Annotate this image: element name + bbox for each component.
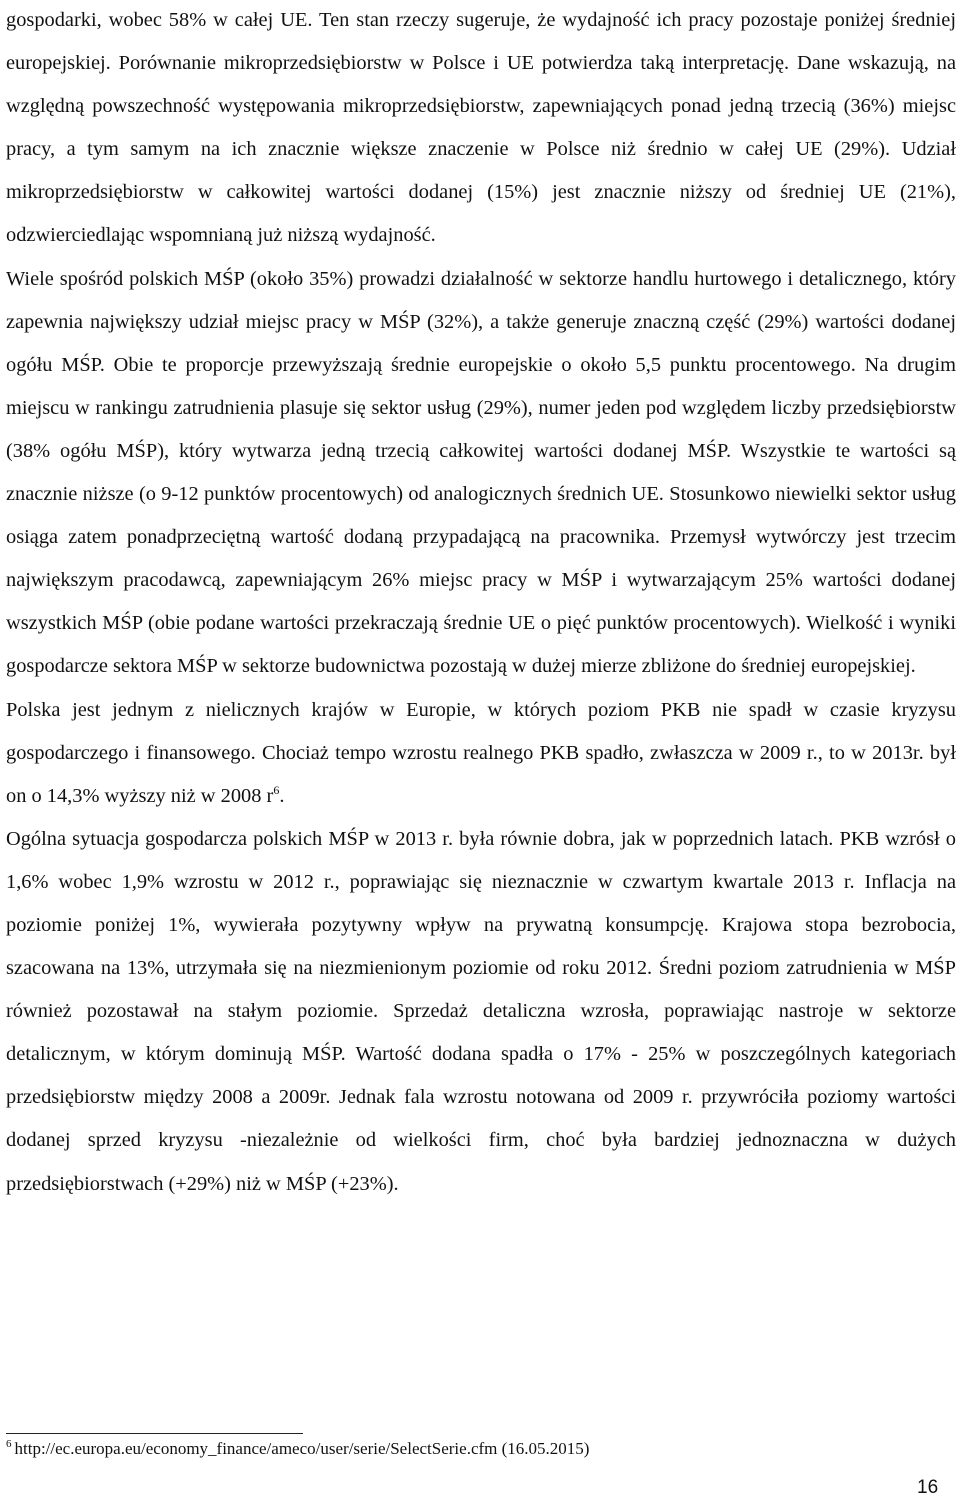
footnote bbox=[6, 1438, 589, 1460]
paragraph-pkb bbox=[6, 689, 956, 818]
footnote-separator bbox=[6, 1433, 303, 1434]
paragraph-sytuacja-gospodarcza: Ogólna sytuacja gospodarcza polskich MŚP w 2013 r. była równie dobra, jak w poprzednich latach. PKB wzrósł o 1,6% wobec 1,9% wzrostu w 2012 r., poprawiając się nieznacznie w czwartym kwartale 2013 r. Inflacja na poziomie poniżej 1%, wywierała pozytywny wpływ na prywatną konsumpcję. Krajowa stopa bezrobocia, szacowana na 13%, utrzymała się na niezmienionym poziomie od roku 2012. Średni poziom zatrudnienia w MŚP również pozostawał na stałym poziomie. Sprzedaż detaliczna wzrosła, poprawiając nastroje w sektorze detalicznym, w którym dominują MŚP. Wartość dodana spadła o 17% - 25% w poszczególnych kategoriach przedsiębiorstw między 2008 a 2009r. Jednak fala wzrostu notowana od 2009 r. przywróciła poziomy wartości dodanej sprzed kryzysu -niezależnie od wielkości firm, choć była bardziej jednoznaczna w dużych przedsiębiorstwach (+29%) niż w MŚP (+23%). bbox=[6, 827, 956, 1195]
footnote-reference[interactable]: 6 bbox=[273, 782, 280, 797]
paragraph-mikroprzedsiebiorstwa: gospodarki, wobec 58% w całej UE. Ten stan rzeczy sugeruje, że wydajność ich pracy pozostaje poniżej średniej europejskiej. Porównanie mikroprzedsiębiorstw w Polsce i UE potwierdza taką interpretację. Dane wskazują, na względną powszechność występowania mikroprzedsiębiorstw, zapewniających ponad jedną trzecią (36%) miejsc pracy, a tym samym na ich znacznie większe znaczenie w Polsce niż średnio w całej UE (29%). Udział mikroprzedsiębiorstw w całkowitej wartości dodanej (15%) jest znacznie niższy od średniej UE (21%), odzwierciedlając wspomnianą już niższą wydajność. bbox=[6, 9, 956, 247]
document-body bbox=[6, 0, 956, 1206]
footnote-link[interactable]: http://ec.europa.eu/economy_finance/ameco/user/serie/SelectSerie.cfm (16.05.2015) bbox=[14, 1439, 590, 1458]
paragraph-pkb-text: Polska jest jednym z nielicznych krajów w Europie, w których poziom PKB nie spadł w czasie kryzysu gospodarczego i finansowego. Chociaż tempo wzrostu realnego PKB spadło, zwłaszcza w 2009 r., to w 2013r. był on o 14,3% wyższy niż w 2008 r bbox=[6, 698, 956, 807]
page-number: 16 bbox=[917, 1477, 939, 1498]
paragraph-sektory-msp: Wiele spośród polskich MŚP (około 35%) prowadzi działalność w sektorze handlu hurtowego i detalicznego, który zapewnia największy udział miejsc pracy w MŚP (32%), a także generuje znaczną część (29%) wartości dodanej ogółu MŚP. Obie te proporcje przewyższają średnie europejskie o około 5,5 punktu procentowego. Na drugim miejscu w rankingu zatrudnienia plasuje się sektor usług (29%), numer jeden pod względem liczby przedsiębiorstw (38% ogółu MŚP), który wytwarza jedną trzecią całkowitej wartości dodanej MŚP. Wszystkie te wartości są znacznie niższe (o 9-12 punktów procentowych) od analogicznych średnich UE. Stosunkowo niewielki sektor usług osiąga zatem ponadprzeciętną wartość dodaną przypadającą na pracownika. Przemysł wytwórczy jest trzecim największym pracodawcą, zapewniającym 26% miejsc pracy w MŚP i wytwarzającym 25% wartości dodanej wszystkich MŚP (obie podane wartości przekraczają średnie UE o pięć punktów procentowych). Wielkość i wyniki gospodarcze sektora MŚP w sektorze budownictwa pozostają w dużej mierze zbliżone do średniej europejskiej. bbox=[6, 267, 956, 678]
footnote-mark: 6 bbox=[6, 1438, 12, 1451]
paragraph-pkb-end: . bbox=[279, 784, 285, 807]
